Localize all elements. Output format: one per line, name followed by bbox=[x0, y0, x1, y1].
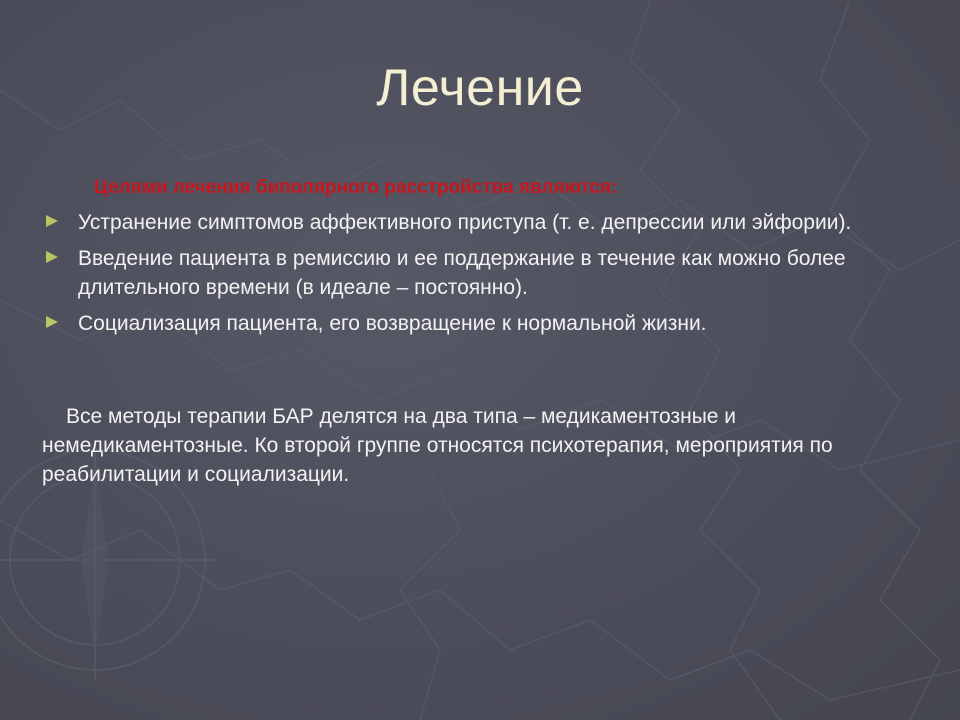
list-item bbox=[44, 244, 904, 302]
bullet-list bbox=[44, 208, 904, 345]
bullet-text: Социализация пациента, его возвращение к нормальной жизни. bbox=[78, 312, 707, 335]
bullet-text: Введение пациента в ремиссию и ее поддержание в течение как можно более длительного времени (в идеале – постоянно). bbox=[78, 247, 846, 299]
slide-title: Лечение bbox=[376, 59, 584, 117]
triangle-bullet-icon bbox=[46, 215, 58, 227]
subheading: Целями лечения биполярного расстройства являются: bbox=[94, 177, 618, 198]
bullet-text: Устранение симптомов аффективного приступа (т. е. депрессии или эйфории). bbox=[78, 211, 852, 234]
list-item bbox=[44, 208, 904, 237]
triangle-bullet-icon bbox=[46, 251, 58, 263]
list-item bbox=[44, 309, 904, 338]
triangle-bullet-icon bbox=[46, 316, 58, 328]
body-paragraph: Все методы терапии БАР делятся на два типа – медикаментозные и немедикаментозные. Ко второй группе относятся психотерапия, мероприятия по реабилитации и социализации. bbox=[42, 405, 833, 486]
